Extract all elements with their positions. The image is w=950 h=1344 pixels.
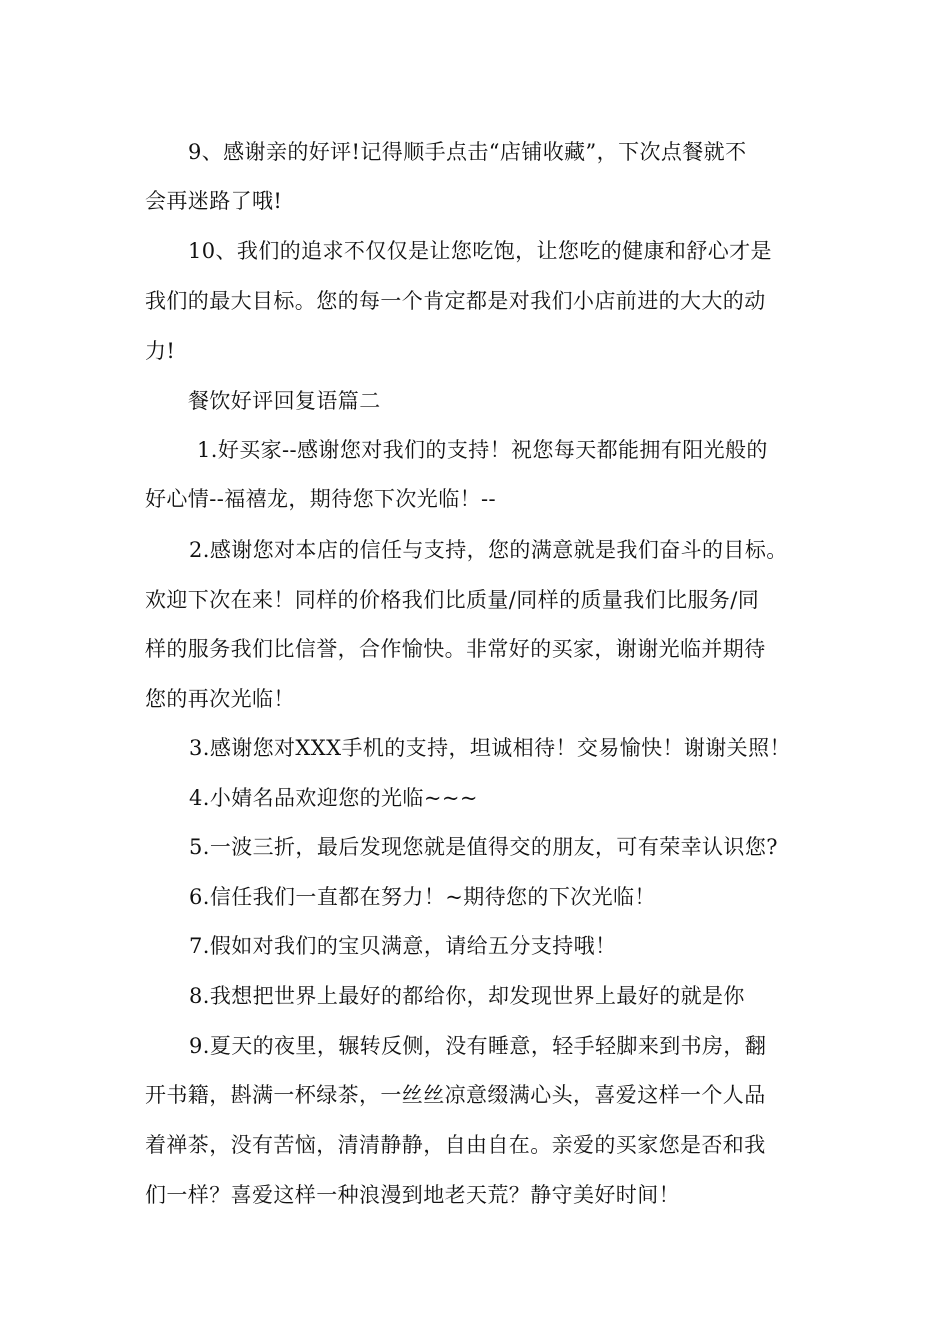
item-8: 8.我想把世界上最好的都给你，却发现世界上最好的就是你 <box>189 984 745 1008</box>
item-6: 6.信任我们一直都在努力！~期待您的下次光临！ <box>189 885 656 909</box>
item-9-line-2: 开书籍，斟满一杯绿茶，一丝丝凉意缀满心头，喜爱这样一个人品 <box>145 1083 766 1107</box>
item-1-line-2: 好心情--福禧龙，期待您下次光临！-- <box>145 487 496 511</box>
para-9-line-2: 会再迷路了哦! <box>145 189 283 213</box>
item-9-line-3: 着禅茶，没有苦恼，清清静静，自由自在。亲爱的买家您是否和我 <box>145 1133 766 1157</box>
para-9-line-1: 9、感谢亲的好评!记得顺手点击“店铺收藏”，下次点餐就不 <box>188 140 747 164</box>
para-10-line-2: 我们的最大目标。您的每一个肯定都是对我们小店前进的大大的动 <box>145 289 766 313</box>
item-2-line-4: 您的再次光临！ <box>145 687 295 711</box>
item-7: 7.假如对我们的宝贝满意，请给五分支持哦！ <box>189 934 617 958</box>
item-4: 4.小婧名品欢迎您的光临~~~ <box>189 786 478 810</box>
para-10-line-1: 10、我们的追求不仅仅是让您吃饱，让您吃的健康和舒心才是 <box>188 239 772 263</box>
section-heading: 餐饮好评回复语篇二 <box>188 389 381 413</box>
item-2-line-1: 2.感谢您对本店的信任与支持，您的满意就是我们奋斗的目标。 <box>189 538 788 562</box>
item-2-line-3: 样的服务我们比信誉，合作愉快。非常好的买家，谢谢光临并期待 <box>145 637 766 661</box>
item-9-line-1: 9.夏天的夜里，辗转反侧，没有睡意，轻手轻脚来到书房，翻 <box>189 1034 767 1058</box>
item-1-line-1: 1.好买家--感谢您对我们的支持！祝您每天都能拥有阳光般的 <box>197 438 768 462</box>
item-5: 5.一波三折，最后发现您就是值得交的朋友，可有荣幸认识您? <box>189 835 778 859</box>
item-2-line-2: 欢迎下次在来！同样的价格我们比质量/同样的质量我们比服务/同 <box>145 588 760 612</box>
item-3: 3.感谢您对XXX手机的支持，坦诚相待！交易愉快！谢谢关照！ <box>189 736 791 760</box>
para-10-line-3: 力! <box>145 339 176 363</box>
item-9-line-4: 们一样？喜爱这样一种浪漫到地老天荒？静守美好时间！ <box>145 1183 680 1207</box>
